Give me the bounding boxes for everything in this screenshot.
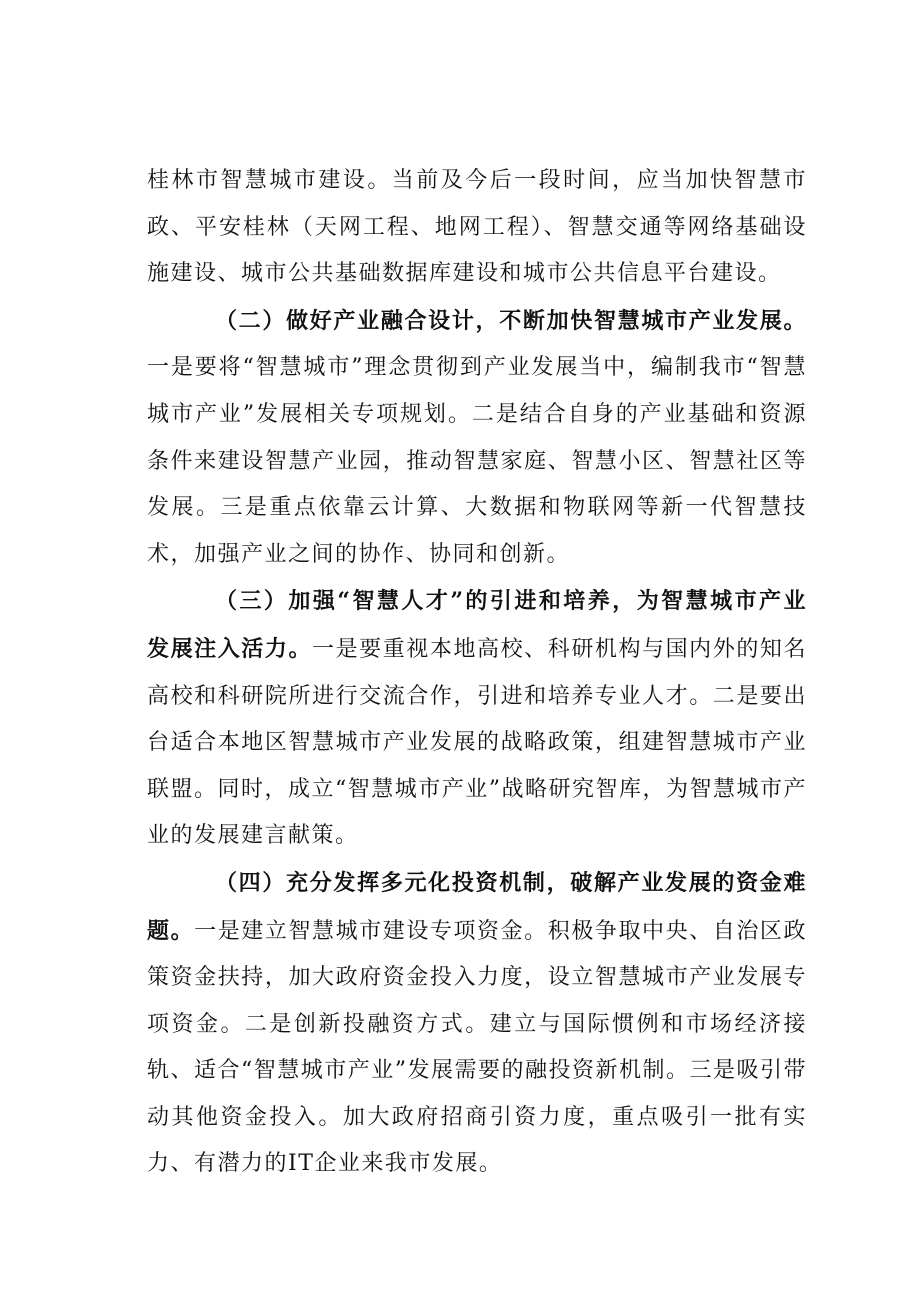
paragraph-4 <box>147 860 807 1188</box>
paragraph-1 <box>147 158 807 298</box>
document-body <box>147 158 807 1188</box>
paragraph-3-text: 一是要重视本地高校、科研机构与国内外的知名高校和科研院所进行交流合作，引进和培养专业人才。二是要出台适合本地区智慧城市产业发展的战略政策，组建智慧城市产业联盟。同时，成立“智慧城市产业”战略研究智库，为智慧城市产业的发展建言献策。 <box>147 636 807 849</box>
section-3-heading: （三）加强“智慧人才”的引进和培养，为智慧城市产业发展注入活力。 <box>147 588 807 662</box>
paragraph-4-text: 一是建立智慧城市建设专项资金。积极争取中央、自治区政策资金扶持，加大政府资金投入力度，设立智慧城市产业发展专项资金。二是创新投融资方式。建立与国际惯例和市场经济接轨、适合“智慧城市产业”发展需要的融投资新机制。三是吸引带动其他资金投入。加大政府招商引资力度，重点吸引一批有实力、有潜力的IT企业来我市发展。 <box>147 918 807 1177</box>
section-4-heading: （四）充分发挥多元化投资机制，破解产业发展的资金难题。 <box>147 869 807 944</box>
paragraph-3 <box>147 578 807 860</box>
paragraph-2-text: 一是要将“智慧城市”理念贯彻到产业发展当中，编制我市“智慧城市产业”发展相关专项规划。二是结合自身的产业基础和资源条件来建设智慧产业园，推动智慧家庭、智慧小区、智慧社区等发展。三是重点依靠云计算、大数据和物联网等新一代智慧技术，加强产业之间的协作、协同和创新。 <box>147 355 807 567</box>
section-2-heading: （二）做好产业融合设计，不断加快智慧城市产业发展。 <box>215 307 807 334</box>
paragraph-1-text: 桂林市智慧城市建设。当前及今后一段时间，应当加快智慧市政、平安桂林（天网工程、地网工程）、智慧交通等网络基础设施建设、城市公共基础数据库建设和城市公共信息平台建设。 <box>147 168 807 287</box>
paragraph-2 <box>147 298 807 579</box>
